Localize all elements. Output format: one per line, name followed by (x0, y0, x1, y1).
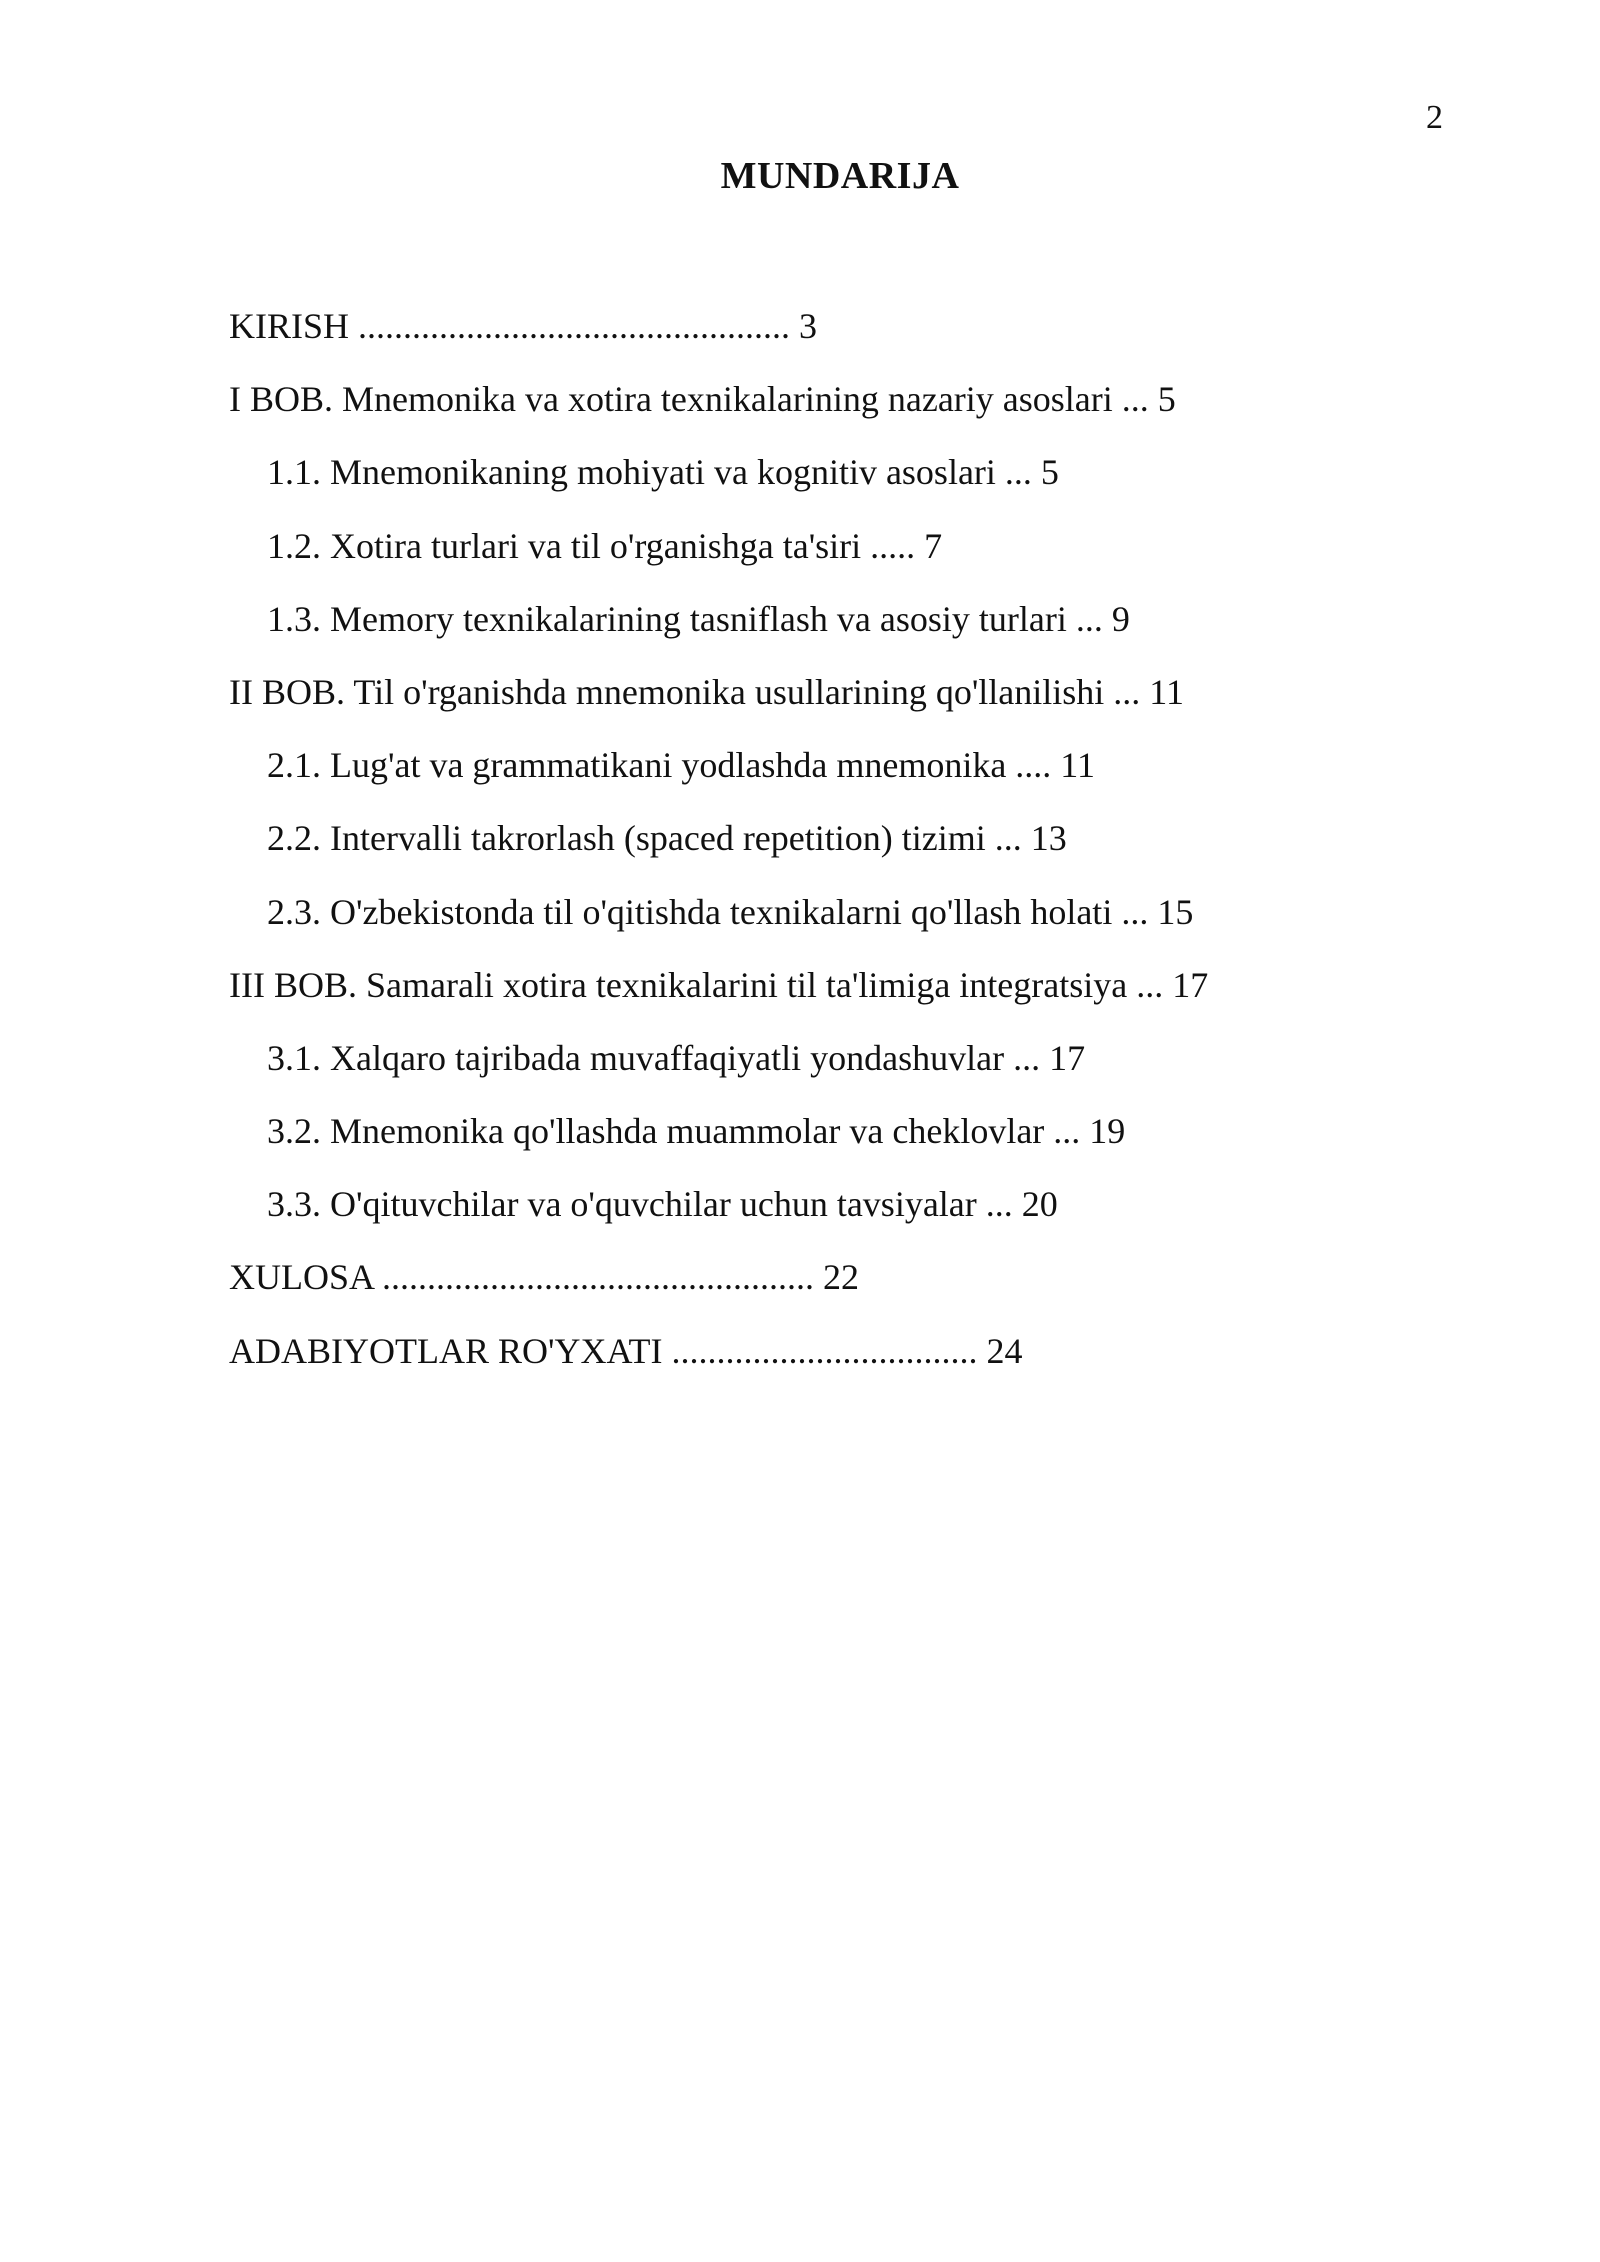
toc-entry-chapter-1: I BOB. Mnemonika va xotira texnikalarining nazariy asoslari ... 5 (229, 379, 1176, 420)
toc-entry-section-3-1: 3.1. Xalqaro tajribada muvaffaqiyatli yondashuvlar ... 17 (267, 1037, 1086, 1078)
toc-entry-kirish: KIRISH ................................................ 3 (229, 306, 818, 346)
toc-entry-section-2-3: 2.3. O'zbekistonda til o'qitishda texnikalarni qo'llash holati ... 15 (267, 891, 1194, 932)
toc-entry-chapter-2: II BOB. Til o'rganishda mnemonika usullarining qo'llanilishi ... 11 (229, 671, 1184, 712)
toc-entry-xulosa: XULOSA ................................................ 22 (229, 1257, 860, 1298)
toc-entry-section-2-1: 2.1. Lug'at va grammatikani yodlashda mnemonika .... 11 (267, 745, 1095, 786)
toc-entry-references: ADABIYOTLAR RO'YXATI .................................. 24 (229, 1330, 1023, 1371)
toc-entry-section-2-2: 2.2. Intervalli takrorlash (spaced repetition) tizimi ... 13 (267, 818, 1067, 859)
toc-entry-section-1-1: 1.1. Mnemonikaning mohiyati va kognitiv asoslari ... 5 (267, 452, 1059, 493)
toc-entry-section-1-3: 1.3. Memory texnikalarining tasniflash va asosiy turlari ... 9 (267, 598, 1130, 639)
toc-entry-section-3-2: 3.2. Mnemonika qo'llashda muammolar va cheklovlar ... 19 (267, 1111, 1126, 1152)
table-of-contents (229, 302, 1208, 1400)
page-title: MUNDARIJA (720, 155, 960, 197)
toc-entry-section-3-3: 3.3. O'qituvchilar va o'quvchilar uchun tavsiyalar ... 20 (267, 1184, 1058, 1225)
page-number: 2 (1426, 99, 1443, 136)
toc-entry-section-1-2: 1.2. Xotira turlari va til o'rganishga ta'siri ..... 7 (267, 525, 943, 566)
toc-entry-chapter-3: III BOB. Samarali xotira texnikalarini til ta'limiga integratsiya ... 17 (229, 964, 1209, 1005)
